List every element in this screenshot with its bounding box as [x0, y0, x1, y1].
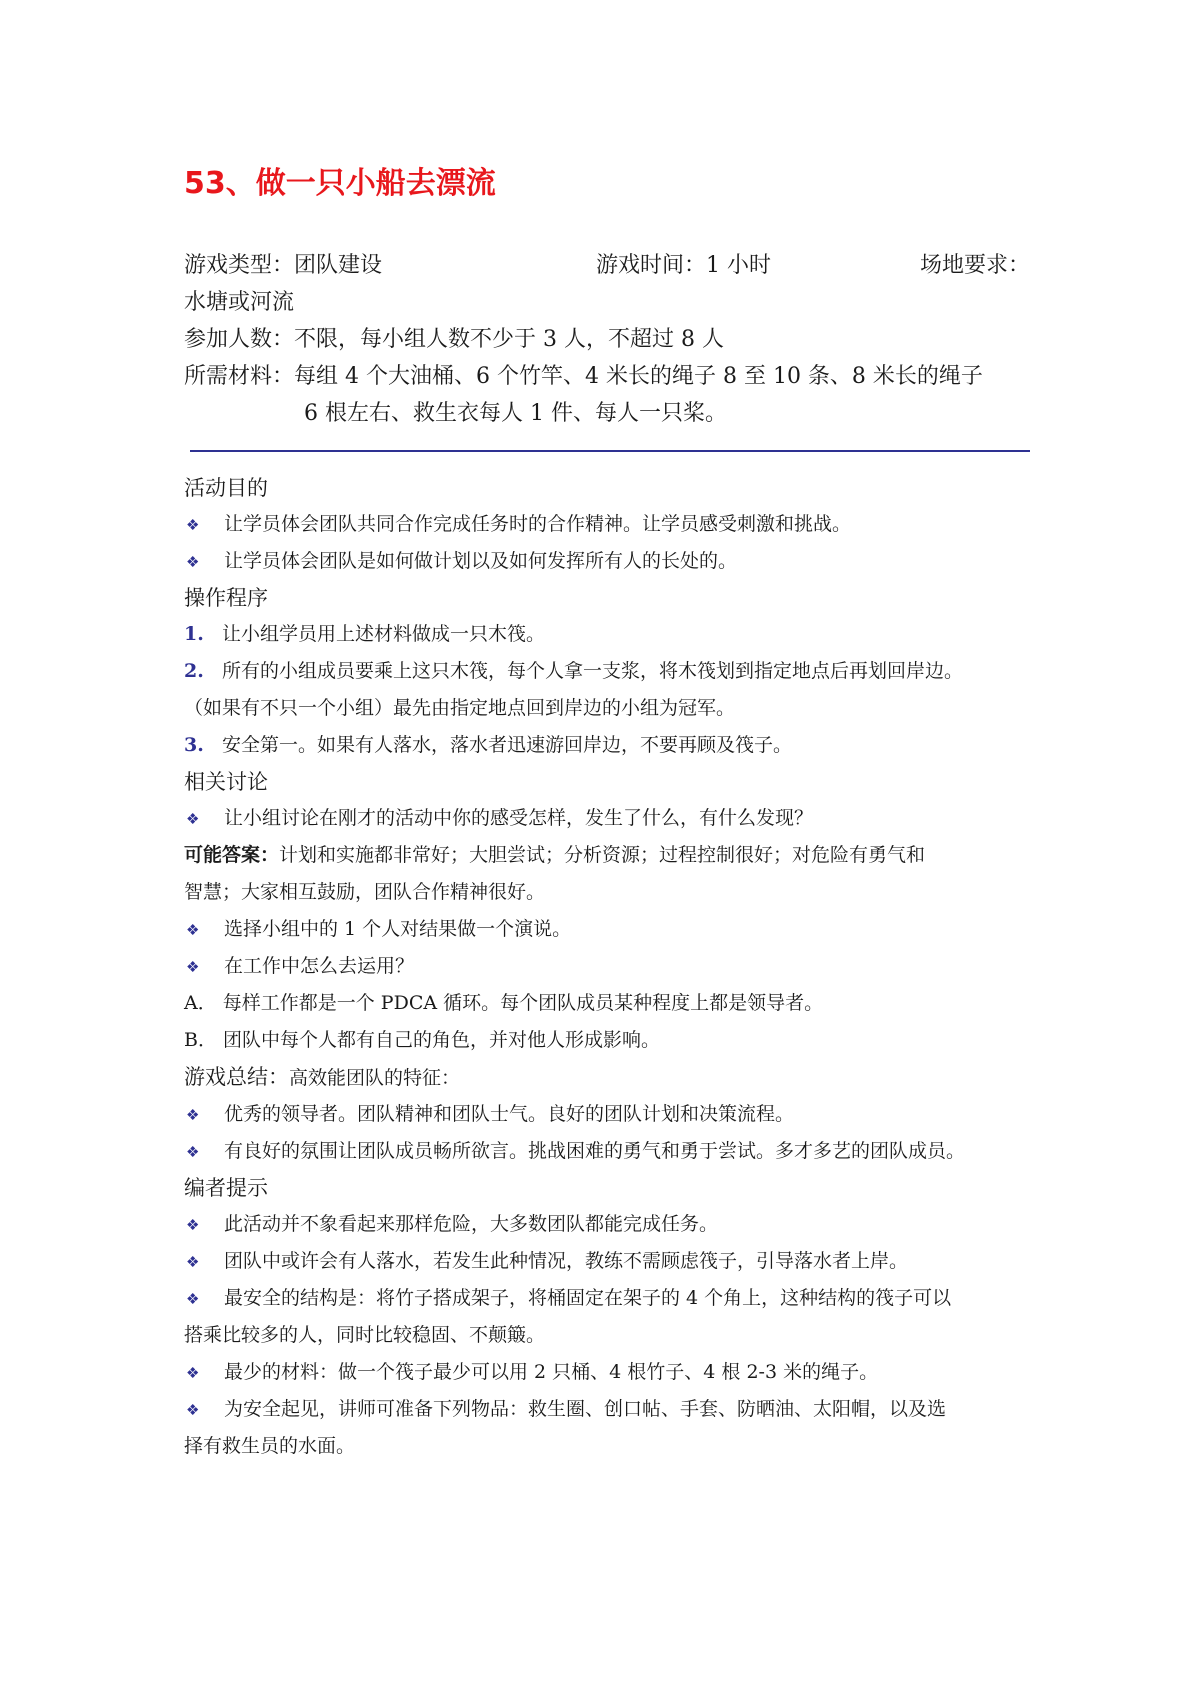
- list-item: 3. 安全第一。如果有人落水，落水者迅速游回岸边，不要再顾及筏子。: [184, 727, 1030, 764]
- section-heading-procedure: 操作程序: [184, 586, 268, 610]
- diamond-bullet-icon: ❖: [186, 921, 200, 939]
- diamond-bullet-icon: ❖: [186, 1364, 200, 1382]
- answer-label: 可能答案：: [184, 844, 280, 866]
- materials-continued: 6 根左右、救生衣每人 1 件、每人一只桨。: [304, 401, 727, 426]
- section-heading-summary: 游戏总结：高效能团队的特征：: [184, 1065, 461, 1089]
- game-info: [184, 247, 1030, 432]
- list-item-continued: 搭乘比较多的人，同时比较稳固、不颠簸。: [184, 1324, 546, 1346]
- list-item: ❖ 在工作中怎么去运用？: [184, 948, 1030, 985]
- list-item-continued: 择有救生员的水面。: [184, 1435, 356, 1457]
- section-heading-tips: 编者提示: [184, 1176, 268, 1200]
- list-item: 1. 让小组学员用上述材料做成一只木筏。: [184, 616, 1030, 653]
- list-item: ❖ 此活动并不象看起来那样危险，大多数团队都能完成任务。: [184, 1206, 1030, 1243]
- list-item: 2. 所有的小组成员要乘上这只木筏，每个人拿一支浆，将木筏划到指定地点后再划回岸边。: [184, 653, 1030, 690]
- diamond-bullet-icon: ❖: [186, 1253, 200, 1271]
- divider-line: [190, 450, 1030, 452]
- document-body: [184, 470, 1030, 1465]
- list-item-continued: （如果有不只一个小组）最先由指定地点回到岸边的小组为冠军。: [184, 697, 736, 719]
- list-item: ❖ 优秀的领导者。团队精神和团队士气。良好的团队计划和决策流程。: [184, 1096, 1030, 1133]
- list-item: ❖ 为安全起见，讲师可准备下列物品：救生圈、创口帖、手套、防晒油、太阳帽，以及选: [184, 1391, 1030, 1428]
- step-number: 1.: [184, 623, 204, 645]
- list-item: ❖ 有良好的氛围让团队成员畅所欲言。挑战困难的勇气和勇于尝试。多才多艺的团队成员。: [184, 1133, 1030, 1170]
- diamond-bullet-icon: ❖: [186, 516, 200, 534]
- diamond-bullet-icon: ❖: [186, 1290, 200, 1308]
- page-title: 53、做一只小船去漂流: [184, 166, 496, 201]
- game-time: 游戏时间：1 小时: [596, 253, 771, 278]
- possible-answer-continued: 智慧；大家相互鼓励，团队合作精神很好。: [184, 881, 546, 903]
- possible-answer: 可能答案：计划和实施都非常好；大胆尝试；分析资源；过程控制很好；对危险有勇气和: [184, 844, 926, 866]
- participants: 参加人数：不限，每小组人数不少于 3 人，不超过 8 人: [184, 327, 724, 352]
- list-item: ❖ 让小组讨论在刚才的活动中你的感受怎样，发生了什么，有什么发现？: [184, 800, 1030, 837]
- list-item: ❖ 团队中或许会有人落水，若发生此种情况，教练不需顾虑筏子，引导落水者上岸。: [184, 1243, 1030, 1280]
- section-heading-discussion: 相关讨论: [184, 770, 268, 794]
- diamond-bullet-icon: ❖: [186, 1401, 200, 1419]
- section-heading-purpose: 活动目的: [184, 476, 268, 500]
- venue-label: 场地要求：: [919, 253, 1030, 278]
- answer-b: B． 团队中每个人都有自己的角色，并对他人形成影响。: [184, 1029, 661, 1051]
- diamond-bullet-icon: ❖: [186, 553, 200, 571]
- list-item: ❖ 让学员体会团队共同合作完成任务时的合作精神。让学员感受刺激和挑战。: [184, 506, 1030, 543]
- game-type: 游戏类型：团队建设: [184, 253, 383, 278]
- diamond-bullet-icon: ❖: [186, 1216, 200, 1234]
- diamond-bullet-icon: ❖: [186, 810, 200, 828]
- step-number: 2.: [184, 660, 204, 682]
- list-item: ❖ 选择小组中的 1 个人对结果做一个演说。: [184, 911, 1030, 948]
- answer-a: A． 每样工作都是一个 PDCA 循环。每个团队成员某种程度上都是领导者。: [184, 992, 824, 1014]
- step-number: 3.: [184, 734, 204, 756]
- list-item: ❖ 让学员体会团队是如何做计划以及如何发挥所有人的长处的。: [184, 543, 1030, 580]
- diamond-bullet-icon: ❖: [186, 1143, 200, 1161]
- meta-row-1: [184, 247, 1030, 284]
- venue-value: 水塘或河流: [184, 290, 295, 315]
- list-item: ❖ 最少的材料：做一个筏子最少可以用 2 只桶、4 根竹子、4 根 2-3 米的绳子。: [184, 1354, 1030, 1391]
- diamond-bullet-icon: ❖: [186, 1106, 200, 1124]
- materials: 所需材料：每组 4 个大油桶、6 个竹竿、4 米长的绳子 8 至 10 条、8 米长的绳子: [184, 364, 983, 389]
- diamond-bullet-icon: ❖: [186, 958, 200, 976]
- list-item: ❖ 最安全的结构是：将竹子搭成架子，将桶固定在架子的 4 个角上，这种结构的筏子可以: [184, 1280, 1030, 1317]
